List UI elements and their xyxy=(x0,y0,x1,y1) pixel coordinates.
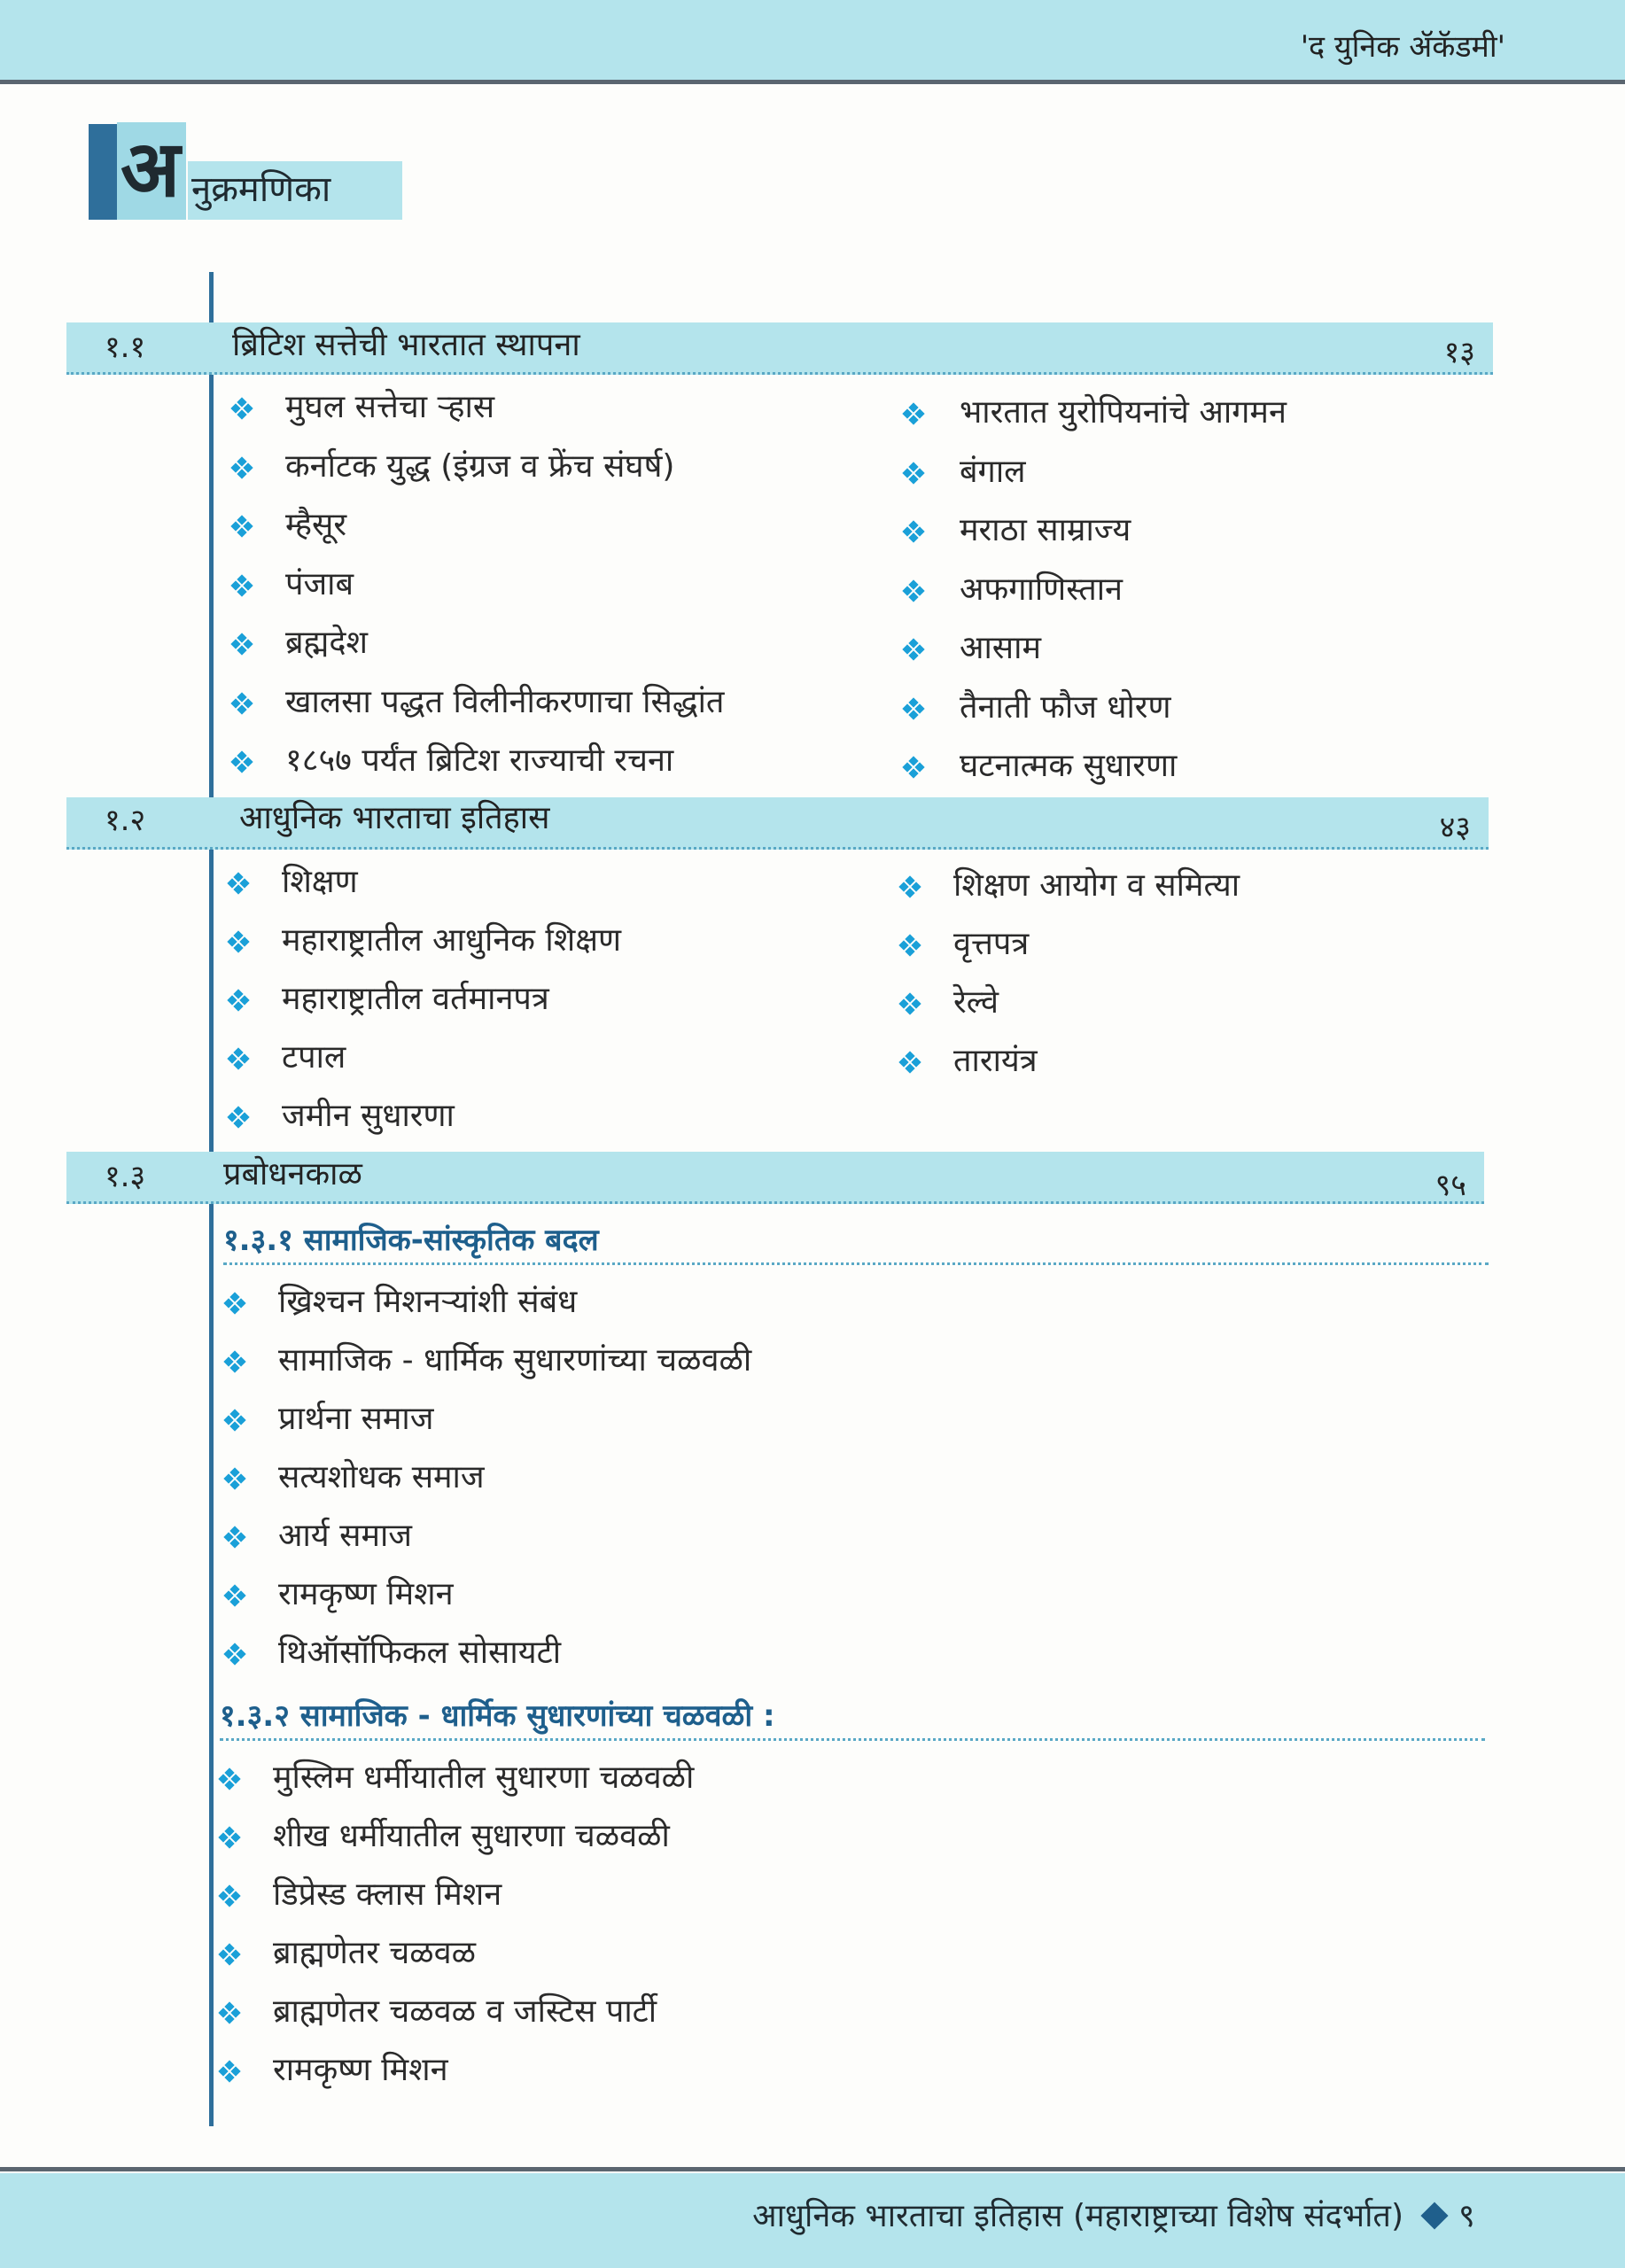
section-title: ब्रिटिश सत्तेची भारतात स्थापना xyxy=(232,327,580,363)
bullet-icon xyxy=(904,640,923,659)
bullet-icon xyxy=(220,1828,239,1847)
bullet-icon xyxy=(225,1352,245,1371)
bullet-icon xyxy=(232,458,252,478)
bullet-icon xyxy=(900,936,920,955)
title-initial: अ xyxy=(121,123,181,214)
footer-rule xyxy=(0,2167,1625,2171)
bullet-icon xyxy=(229,1049,248,1068)
bullet-icon xyxy=(232,517,252,536)
section-title: प्रबोधनकाळ xyxy=(223,1156,362,1192)
section-page: ४३ xyxy=(1439,810,1471,845)
subsection-heading: १.३.१ सामाजिक-सांस्कृतिक बदल xyxy=(223,1218,1489,1265)
bullet-icon xyxy=(225,1644,245,1664)
bullet-icon xyxy=(229,874,248,893)
bullet-icon xyxy=(225,1527,245,1547)
bullet-icon xyxy=(904,522,923,541)
section-page: ९५ xyxy=(1435,1168,1466,1203)
bullet-icon xyxy=(232,752,252,772)
subsection-heading: १.३.२ सामाजिक - धार्मिक सुधारणांच्या चळवळी : xyxy=(220,1694,1485,1741)
section-title: आधुनिक भारताचा इतिहास xyxy=(239,800,550,836)
bullet-icon xyxy=(904,463,923,483)
bullet-icon xyxy=(900,1052,920,1072)
bullet-icon xyxy=(220,1945,239,1964)
page-title: नुक्रमणिका xyxy=(191,169,331,210)
bullet-icon xyxy=(220,2003,239,2023)
section-number: १.३ xyxy=(105,1159,146,1194)
bullet-icon xyxy=(225,1469,245,1488)
bullet-icon xyxy=(232,634,252,654)
bullet-icon xyxy=(904,757,923,777)
bullet-icon xyxy=(904,581,923,601)
bullet-icon xyxy=(225,1293,245,1313)
section-number: १.२ xyxy=(105,803,146,838)
bullet-icon xyxy=(229,1107,248,1127)
bullet-icon xyxy=(220,1886,239,1906)
bullet-icon xyxy=(232,399,252,418)
bullet-icon xyxy=(904,699,923,718)
publisher-name: 'द युनिक ॲकॅडमी' xyxy=(1300,29,1505,65)
bullet-icon xyxy=(220,1769,239,1789)
header-rule xyxy=(0,80,1625,84)
bullet-icon xyxy=(229,932,248,951)
page-number: ९ xyxy=(1458,2198,1475,2234)
bullet-icon xyxy=(904,404,923,423)
section-page: १३ xyxy=(1443,335,1475,370)
bullet-icon xyxy=(900,877,920,897)
bullet-icon xyxy=(220,2062,239,2081)
bullet-icon xyxy=(225,1586,245,1605)
bullet-icon xyxy=(900,994,920,1014)
section-number: १.१ xyxy=(105,330,146,365)
bullet-icon xyxy=(232,694,252,713)
bullet-icon xyxy=(232,576,252,595)
book-title: आधुनिक भारताचा इतिहास (महाराष्ट्राच्या विशेष संदर्भात) xyxy=(752,2198,1403,2234)
bullet-icon xyxy=(225,1410,245,1430)
bullet-icon xyxy=(229,990,248,1010)
